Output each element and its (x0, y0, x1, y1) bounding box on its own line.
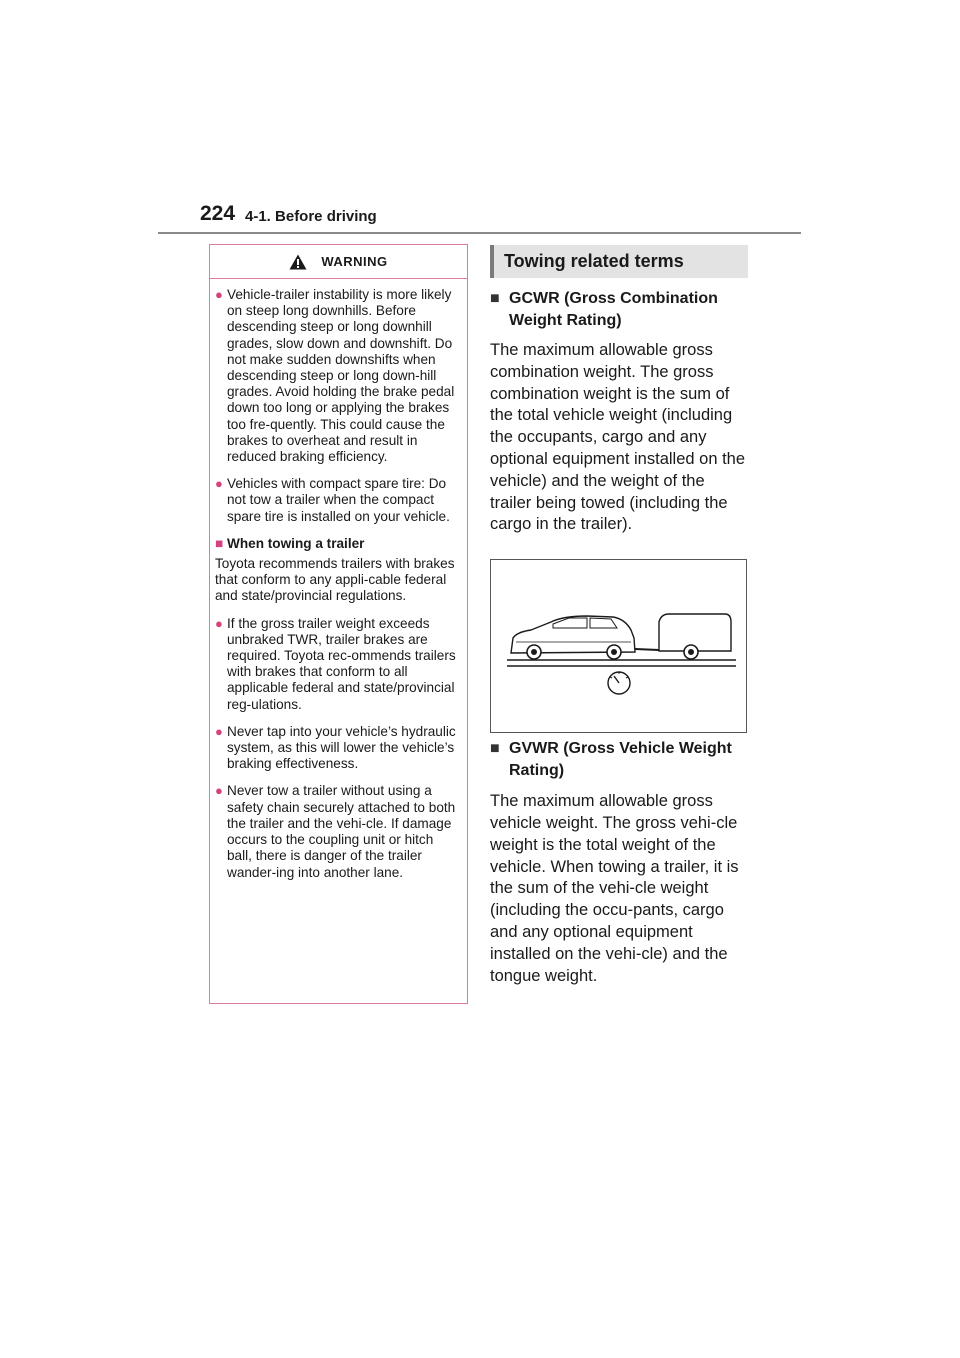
terms-column (490, 245, 760, 987)
warning-bullet: ● If the gross trailer weight exceeds unbraked TWR, trailer brakes are required. Toyota rec-ommends trailers with brakes that conform to all applicable federal and state/provincial reg-ulations. (215, 615, 456, 712)
bullet-dot-icon: ● (215, 476, 223, 492)
warning-triangle-icon (289, 254, 307, 270)
gcwr-body: The maximum allowable gross combination weight. The gross combination weight is the sum of the total vehicle weight (including the occupants, cargo and any optional equipment installed on the vehicle) and the weight of the trailer being towed (including the cargo in the trailer). (490, 341, 746, 534)
header-rule (158, 232, 801, 234)
gvwr-heading: ■ GVWR (Gross Vehicle Weight Rating) (490, 740, 732, 780)
page-header (200, 200, 800, 234)
warning-bullet: ● Never tap into your vehicle’s hydraulic system, as this will lower the vehicle’s braking effectiveness. (215, 723, 456, 772)
square-bullet-icon: ■ (490, 290, 500, 307)
bullet-dot-icon: ● (215, 783, 223, 799)
page-number: 224 (200, 202, 236, 225)
square-bullet-icon: ■ (215, 535, 224, 551)
bullet-dot-icon: ● (215, 615, 223, 631)
warning-bullet: ● Vehicles with compact spare tire: Do not tow a trailer when the compact spare tire is installed on your vehicle. (215, 476, 450, 524)
warning-box (209, 244, 468, 1004)
warning-bullet: ● Vehicle-trailer instability is more likely on steep long downhills. Before descending steep or long downhill grades, slow down and downshift. Do not make sudden downshifts when descending steep or long down-hill grades. Avoid holding the brake pedal down too long or applying the brakes too fre-quently. This could cause the brakes to overheat and result in reduced braking efficiency. (215, 287, 455, 465)
square-bullet-icon: ■ (490, 740, 500, 758)
warning-subheading: ■ When towing a trailer (215, 535, 365, 551)
terms-banner: Towing related terms (490, 245, 748, 278)
warning-bullet: ● Never tow a trailer without using a safety chain securely attached to both the trailer and the vehi-cle. If damage occurs to the coupling unit or hitch ball, there is danger of the trailer wander-ing into another lane. (215, 783, 456, 880)
towing-illustration (490, 559, 747, 733)
gcwr-heading: ■ GCWR (Gross Combination Weight Rating) (490, 290, 718, 329)
gvwr-body: The maximum allowable gross vehicle weight. The gross vehi-cle weight is the total weight of the vehicle. When towing a trailer, it is the sum of the vehi-cle weight (including the occu-pants, cargo and any optional equipment installed on the vehi-cle) and the tongue weight. (490, 792, 739, 985)
bullet-dot-icon: ● (215, 723, 223, 739)
section-title: 4-1. Before driving (245, 208, 377, 225)
warning-body (210, 279, 467, 881)
bullet-dot-icon: ● (215, 287, 223, 302)
warning-label: WARNING (321, 254, 388, 269)
warning-header (210, 245, 467, 279)
warning-paragraph: Toyota recommends trailers with brakes that conform to any appli-cable federal and state/provincial regulations. (215, 556, 455, 604)
car-trailer-scale-icon (491, 560, 748, 734)
